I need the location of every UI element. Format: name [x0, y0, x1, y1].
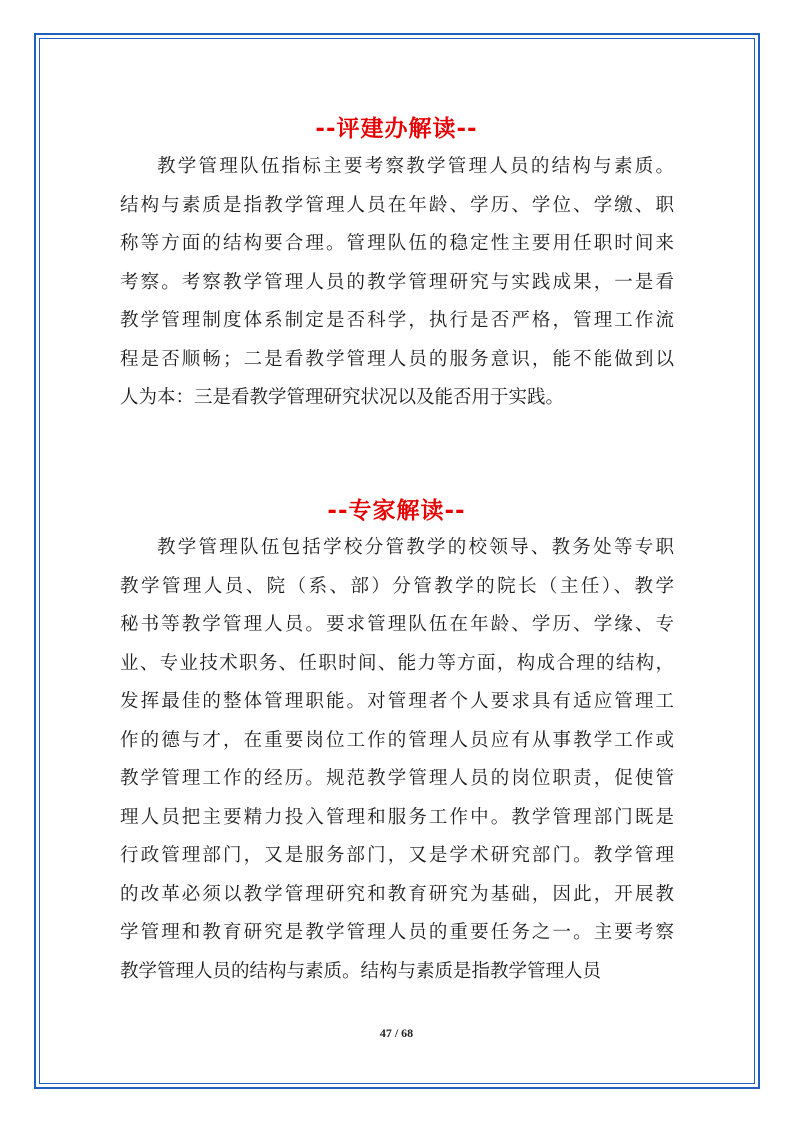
page-number: 47 / 68	[379, 1026, 414, 1040]
paragraph-line: 考察。考察教学管理人员的教学管理研究与实践成果，一是看	[120, 271, 674, 293]
paragraph-line: 行政管理部门，又是服务部门，又是学术研究部门。教学管理	[120, 845, 674, 866]
paragraph-line: 教学管理人员、院（系、部）分管教学的院长（主任）、教学	[120, 575, 674, 597]
paragraph-line: 教学管理队伍包括学校分管教学的校领导、教务处等专职	[157, 537, 674, 558]
paragraph-line: 教学管理队伍指标主要考察教学管理人员的结构与素质。	[157, 156, 674, 177]
paragraph-line: 作的德与才，在重要岗位工作的管理人员应有从事教学工作或	[120, 729, 674, 751]
paragraph-line: 教学管理制度体系制定是否科学，执行是否严格，管理工作流	[120, 310, 674, 331]
paragraph-line: 发挥最佳的整体管理职能。对管理者个人要求具有适应管理工	[120, 691, 674, 712]
paragraph-line: 教学管理工作的经历。规范教学管理人员的岗位职责，促使管	[120, 768, 674, 789]
paragraph-evaluation-office	[120, 148, 674, 418]
section-heading-expert: --专家解读--	[327, 498, 466, 524]
paragraph-line: 程是否顺畅；二是看教学管理人员的服务意识，能不能做到以	[120, 348, 674, 370]
paragraph-expert	[120, 529, 674, 991]
section-heading-evaluation-office: --评建办解读--	[315, 116, 478, 142]
paragraph-line: 学管理和教育研究是教学管理人员的重要任务之一。主要考察	[120, 922, 674, 943]
paragraph-line: 人为本：三是看教学管理研究状况以及能否用于实践。	[120, 387, 565, 408]
paragraph-line: 的改革必须以教学管理研究和教育研究为基础，因此，开展教	[120, 883, 674, 905]
paragraph-line: 教学管理人员的结构与素质。结构与素质是指教学管理人员	[120, 960, 602, 982]
paragraph-line: 称等方面的结构要合理。管理队伍的稳定性主要用任职时间来	[120, 233, 674, 254]
paragraph-line: 结构与素质是指教学管理人员在年龄、学历、学位、学缴、职	[120, 194, 674, 216]
paragraph-line: 理人员把主要精力投入管理和服务工作中。教学管理部门既是	[120, 806, 674, 828]
paragraph-line: 业、专业技术职务、任职时间、能力等方面，构成合理的结构，	[120, 652, 674, 674]
paragraph-line: 秘书等教学管理人员。要求管理队伍在年龄、学历、学缘、专	[120, 614, 674, 635]
